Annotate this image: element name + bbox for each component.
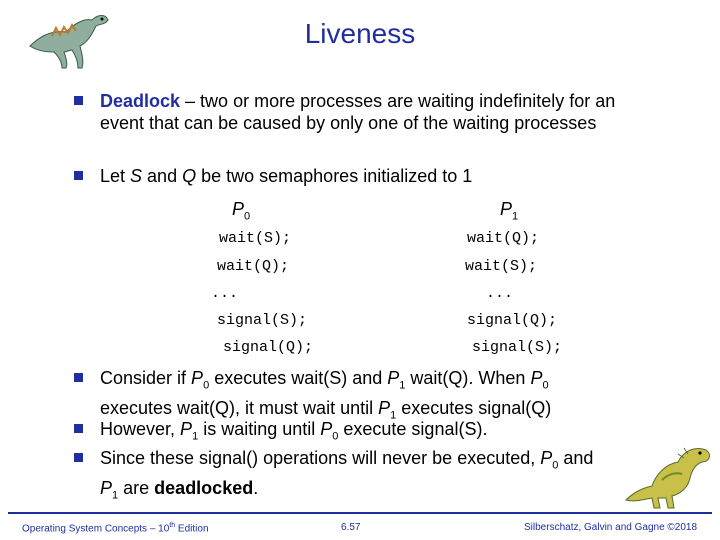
p-sub: 0: [542, 379, 549, 392]
deadlock-term: Deadlock: [100, 91, 181, 111]
p-letter: P: [180, 419, 193, 439]
text: and: [142, 166, 183, 186]
text: executes signal(Q): [396, 397, 552, 418]
footer-sup: th: [169, 522, 176, 529]
square-bullet-icon: [74, 171, 83, 180]
text: execute signal(S).: [338, 419, 488, 439]
text: is waiting until: [198, 419, 321, 439]
p0-code-line: wait(S);: [219, 230, 292, 247]
bullet-however: [74, 418, 674, 443]
p-letter: P: [378, 397, 391, 418]
p-sub: 0: [332, 430, 339, 443]
text: .: [253, 477, 259, 498]
p1-code-line: signal(Q);: [467, 312, 558, 329]
text: executes wait(S) and: [209, 368, 388, 388]
footer-text: Edition: [175, 523, 209, 535]
var-q: Q: [182, 166, 197, 186]
p-letter: P: [100, 477, 113, 498]
text: Let: [100, 166, 131, 186]
p0-code-line: signal(Q);: [223, 339, 314, 356]
p-letter: P: [530, 368, 543, 388]
text: Since these signal() operations will never be executed,: [100, 448, 541, 468]
p-letter: P: [500, 199, 513, 219]
process-p0-label: [232, 199, 250, 223]
p1-code-line: signal(S);: [472, 339, 563, 356]
p-letter: P: [387, 368, 400, 388]
bullet-semaphores: [74, 165, 674, 187]
footer-authors: Silberschatz, Galvin and Gagne ©2018: [524, 522, 698, 533]
bullet-deadlock: [74, 90, 674, 156]
p1-code-line: wait(Q);: [467, 230, 540, 247]
text: are: [118, 477, 155, 498]
p0-code-line: signal(S);: [217, 312, 308, 329]
dinosaur-illustration-icon: [622, 440, 714, 510]
p-letter: P: [320, 419, 333, 439]
process-p1-label: [500, 199, 518, 223]
bullet-consider: [74, 367, 674, 422]
p-letter: P: [540, 448, 553, 468]
p-letter: P: [191, 368, 204, 388]
p-sub: 1: [399, 379, 406, 392]
p1-code-line: ...: [486, 285, 514, 302]
p-sub: 1: [192, 430, 199, 443]
p-sub: 0: [203, 379, 210, 392]
p0-code-line: ...: [211, 285, 239, 302]
footer-book-title: [22, 522, 209, 534]
footer-rule: [8, 512, 712, 514]
bullet-since: [74, 447, 654, 502]
page-title: Liveness: [304, 18, 416, 49]
square-bullet-icon: [74, 424, 83, 433]
square-bullet-icon: [74, 453, 83, 462]
text: Consider if: [100, 368, 192, 388]
p0-code-line: wait(Q);: [217, 258, 290, 275]
square-bullet-icon: [74, 373, 83, 382]
p-sub: 1: [512, 210, 519, 223]
text: executes wait(Q), it must wait until: [100, 397, 379, 418]
text: be two semaphores initialized to 1: [196, 166, 473, 186]
deadlocked-term: deadlocked: [154, 477, 254, 498]
square-bullet-icon: [74, 96, 83, 105]
var-s: S: [130, 166, 143, 186]
p1-code-line: wait(S);: [465, 258, 538, 275]
text: wait(Q). When: [405, 368, 531, 388]
p-sub: 1: [390, 409, 397, 422]
footer-page-number: 6.57: [341, 522, 361, 533]
text: However,: [100, 419, 181, 439]
p-sub: 0: [552, 459, 559, 472]
deadlock-definition: – two or more processes are waiting indefinitely for an event that can be caused by only one of the waiting processes: [100, 91, 616, 133]
text: and: [558, 448, 594, 468]
p-sub: 0: [244, 210, 251, 223]
footer-text: Operating System Concepts – 10: [22, 523, 170, 535]
p-sub: 1: [112, 489, 119, 502]
p-letter: P: [232, 199, 245, 219]
